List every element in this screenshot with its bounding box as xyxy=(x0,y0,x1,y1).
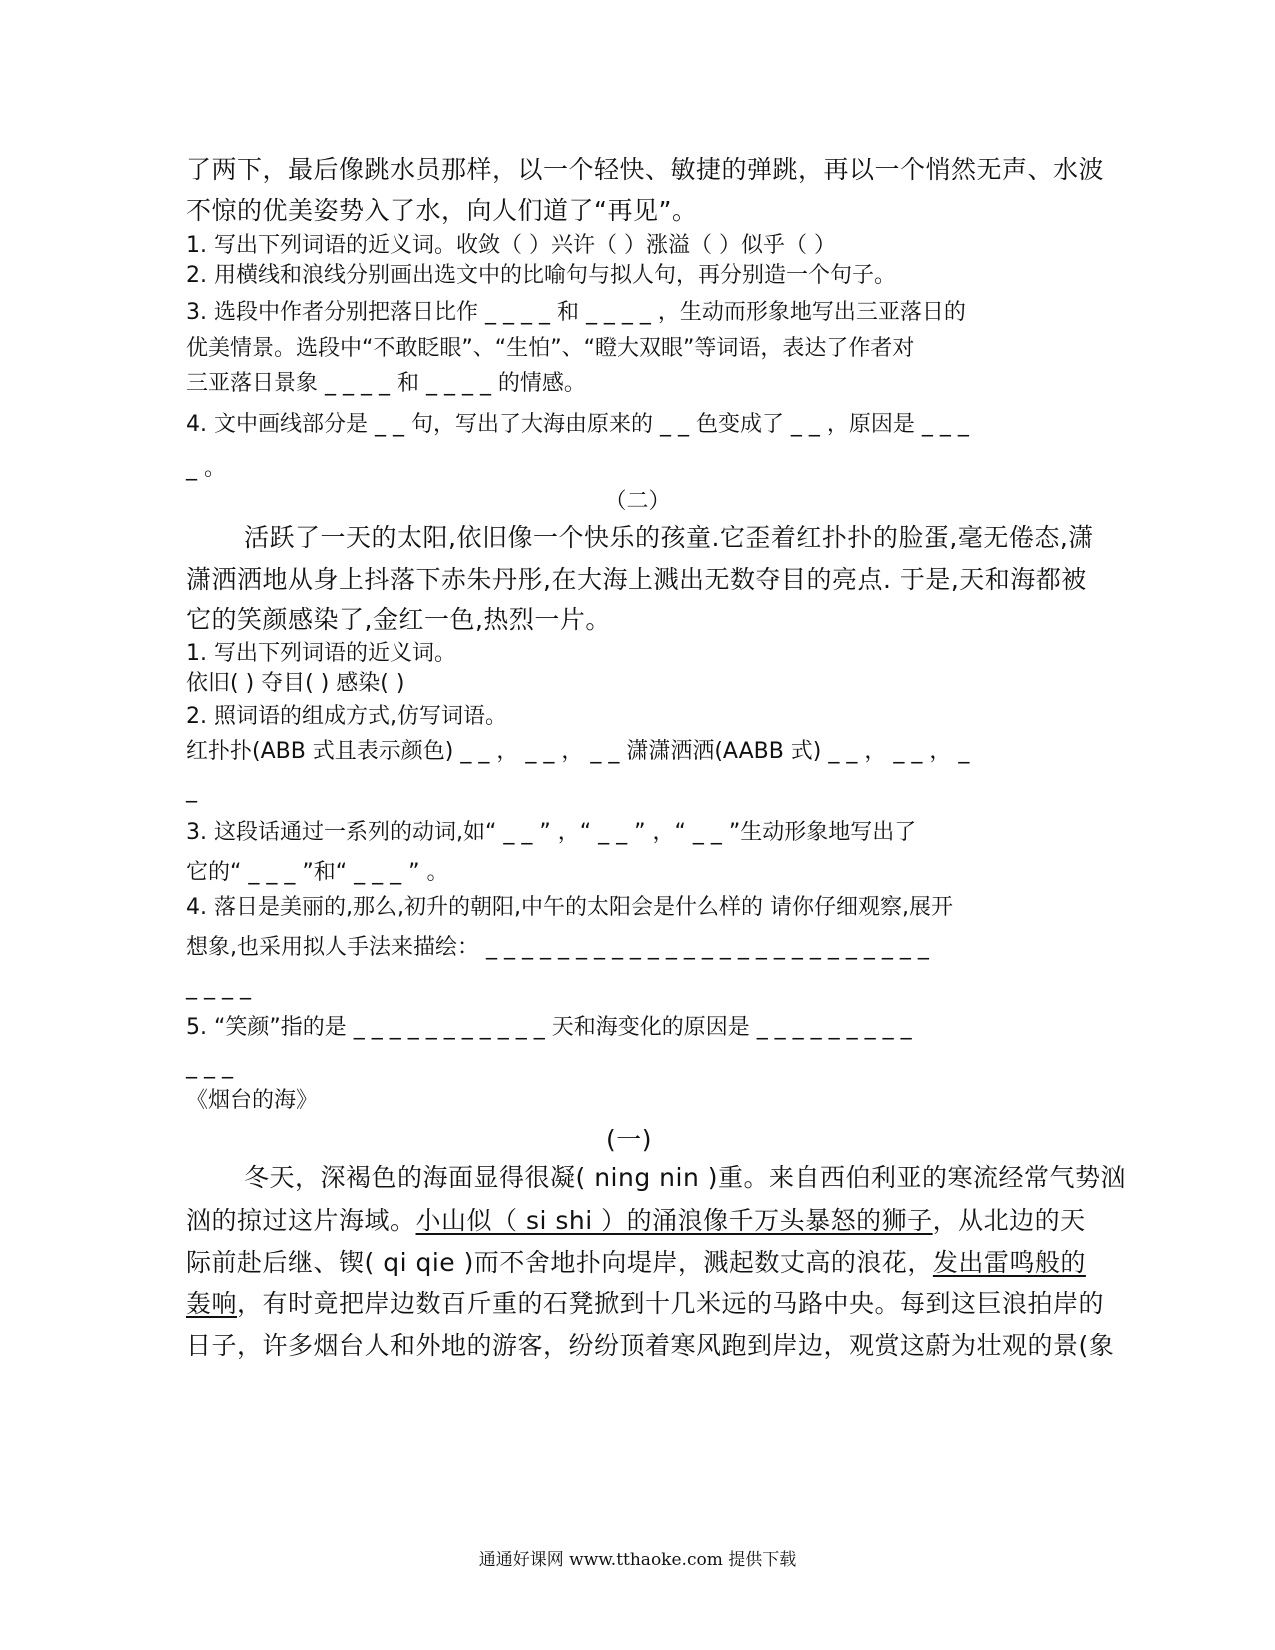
passage-line: 了两下，最后像跳水员那样，以一个轻快、敏捷的弹跳，再以一个悄然无声、水波 xyxy=(186,155,1105,184)
passage-text: ，有时竟把岸边数百斤重的石凳掀到十几米远的马路中央。每到这巨浪拍岸的 xyxy=(237,1289,1105,1318)
question-5-cont: _ _ _ xyxy=(186,1054,233,1079)
question-3: 3. 选段中作者分别把落日比作 _ _ _ _ 和 _ _ _ _ ，生动而形象地写出三亚落日的 xyxy=(186,300,966,325)
section-heading: （二） xyxy=(604,489,671,514)
question-3-cont: 优美情景。选段中“不敢眨眼”、“生怕”、“瞪大双眼”等词语，表达了作者对 xyxy=(186,336,915,361)
question-4-cont: _ 。 xyxy=(186,456,226,481)
underlined-sentence: 发出雷鸣般的 xyxy=(932,1248,1086,1277)
page-footer: 通通好课网 www.tthaoke.com 提供下载 xyxy=(478,1550,797,1570)
passage-line xyxy=(186,1201,1086,1237)
question-3: 3. 这段话通过一系列的动词,如“ _ _ ” ，“ _ _ ” ，“ _ _ ”生动形象地写出了 xyxy=(186,820,917,845)
passage-text: 汹的掠过这片海域。 xyxy=(186,1206,416,1235)
passage-line: 它的笑颜感染了,金红一色,热烈一片。 xyxy=(186,605,611,634)
section-heading: (一) xyxy=(606,1125,653,1154)
question-1: 1. 写出下列词语的近义词。 xyxy=(186,641,456,666)
question-2-cont: 红扑扑(ABB 式且表示颜色) _ _ ， _ _ ， _ _ 潇潇洒洒(AABB 式) _ _ ， _ _ ， _ xyxy=(186,739,970,764)
question-3-cont: 它的“ _ _ _ ”和“ _ _ _ ” 。 xyxy=(186,860,449,885)
question-1-cont: 依旧( ) 夺目( ) 感染( ) xyxy=(186,671,405,696)
question-1: 1. 写出下列词语的近义词。收敛（ ）兴许（ ）涨溢（ ）似乎（ ） xyxy=(186,233,836,258)
underlined-sentence: 轰响 xyxy=(186,1289,238,1318)
passage-text: ，从北边的天 xyxy=(932,1206,1086,1235)
passage-line: 潇洒洒地从身上抖落下赤朱丹彤,在大海上溅出无数夺目的亮点. 于是,天和海都被 xyxy=(186,565,1087,594)
question-5: 5. “笑颜”指的是 _ _ _ _ _ _ _ _ _ _ _ 天和海变化的原因是 _ _ _ _ _ _ _ _ _ xyxy=(186,1015,912,1040)
question-4: 4. 落日是美丽的,那么,初升的朝阳,中午的太阳会是什么样的 请你仔细观察,展开 xyxy=(186,895,953,920)
question-4: 4. 文中画线部分是 _ _ 句，写出了大海由原来的 _ _ 色变成了 _ _ ，原因是 _ _ _ xyxy=(186,412,969,437)
question-4-cont: 想象,也采用拟人手法来描绘： _ _ _ _ _ _ _ _ _ _ _ _ _ _ _ _ _ _ _ _ _ _ _ _ _ xyxy=(186,935,929,960)
passage-line: 冬天，深褐色的海面显得很凝( ning nin )重。来自西伯利亚的寒流经常气势汹 xyxy=(244,1163,1126,1192)
text-title: 《烟台的海》 xyxy=(186,1088,319,1113)
passage-line xyxy=(186,1284,1105,1320)
passage-line: 活跃了一天的太阳,依旧像一个快乐的孩童.它歪着红扑扑的脸蛋,毫无倦态,潇 xyxy=(244,523,1094,552)
question-4-cont: _ _ _ _ xyxy=(186,975,251,1000)
question-2: 2. 照词语的组成方式,仿写词语。 xyxy=(186,704,507,729)
question-3-cont: 三亚落日景象 _ _ _ _ 和 _ _ _ _ 的情感。 xyxy=(186,371,586,396)
passage-line: 日子，许多烟台人和外地的游客，纷纷顶着寒风跑到岸边，观赏这蔚为壮观的景(象 xyxy=(186,1331,1115,1360)
question-2: 2. 用横线和浪线分别画出选文中的比喻句与拟人句，再分别造一个句子。 xyxy=(186,263,896,288)
passage-line: 不惊的优美姿势入了水，向人们道了“再见”。 xyxy=(186,196,698,225)
passage-line xyxy=(186,1243,1086,1279)
passage-text: 际前赴后继、锲( qi qie )而不舍地扑向堤岸，溅起数丈高的浪花， xyxy=(186,1248,933,1277)
underlined-sentence: 小山似（ si shi ）的涌浪像千万头暴怒的狮子 xyxy=(415,1206,933,1235)
question-2-cont: _ xyxy=(186,778,197,803)
